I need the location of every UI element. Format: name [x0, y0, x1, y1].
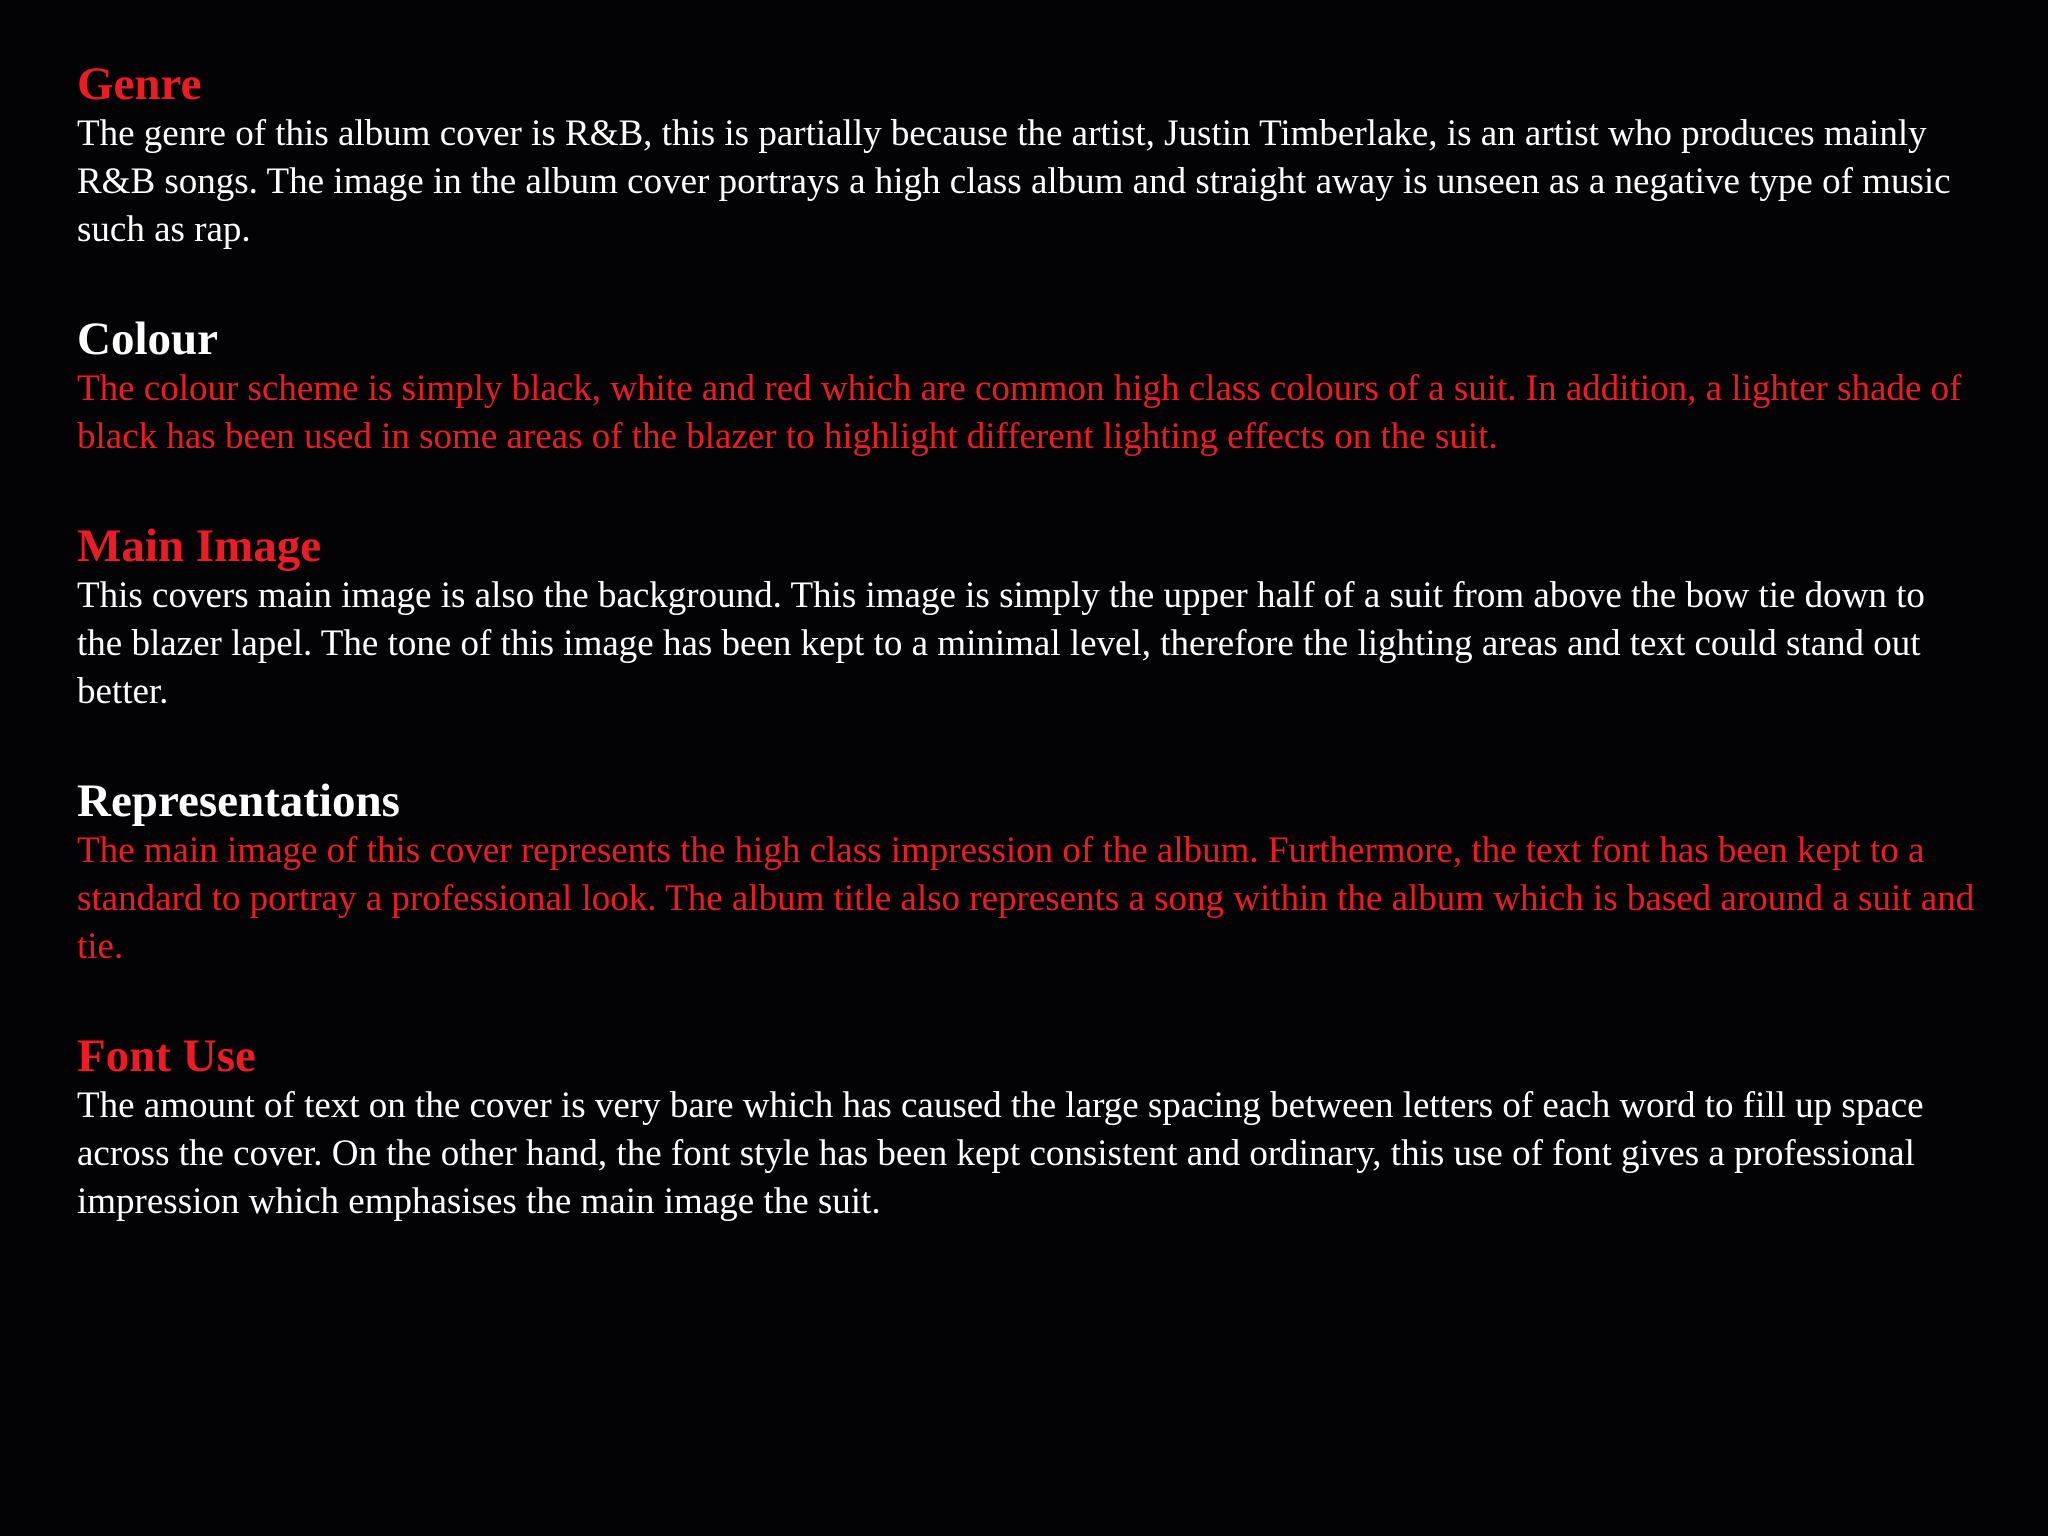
section-heading-main-image: Main Image [77, 520, 322, 572]
section-genre [77, 58, 1977, 254]
slide-content [77, 58, 1977, 1285]
section-heading-font-use: Font Use [77, 1030, 256, 1082]
section-body-representations: The main image of this cover represents the high class impression of the album. Furthermore, the text font has been kept to a standard to portray a professional look. The album title also represents a song within the album which is based around a suit and tie. [77, 830, 1975, 967]
section-colour [77, 313, 1977, 461]
section-heading-representations: Representations [77, 775, 400, 827]
section-heading-genre: Genre [77, 58, 202, 110]
section-heading-colour: Colour [77, 313, 218, 365]
section-body-colour: The colour scheme is simply black, white and red which are common high class colours of a suit. In addition, a lighter shade of black has been used in some areas of the blazer to highlight different lighting effects on the suit. [77, 368, 1962, 457]
section-representations [77, 775, 1977, 971]
section-main-image [77, 520, 1977, 716]
section-font-use [77, 1030, 1977, 1226]
section-body-genre: The genre of this album cover is R&B, this is partially because the artist, Justin Timberlake, is an artist who produces mainly R&B songs. The image in the album cover portrays a high class album and straight away is unseen as a negative type of music such as rap. [77, 113, 1951, 250]
section-body-font-use: The amount of text on the cover is very bare which has caused the large spacing between letters of each word to fill up space across the cover. On the other hand, the font style has been kept consistent and ordinary, this use of font gives a professional impression which emphasises the main image the suit. [77, 1085, 1924, 1222]
section-body-main-image: This covers main image is also the background. This image is simply the upper half of a suit from above the bow tie down to the blazer lapel. The tone of this image has been kept to a minimal level, therefore the lighting areas and text could stand out better. [77, 575, 1925, 712]
